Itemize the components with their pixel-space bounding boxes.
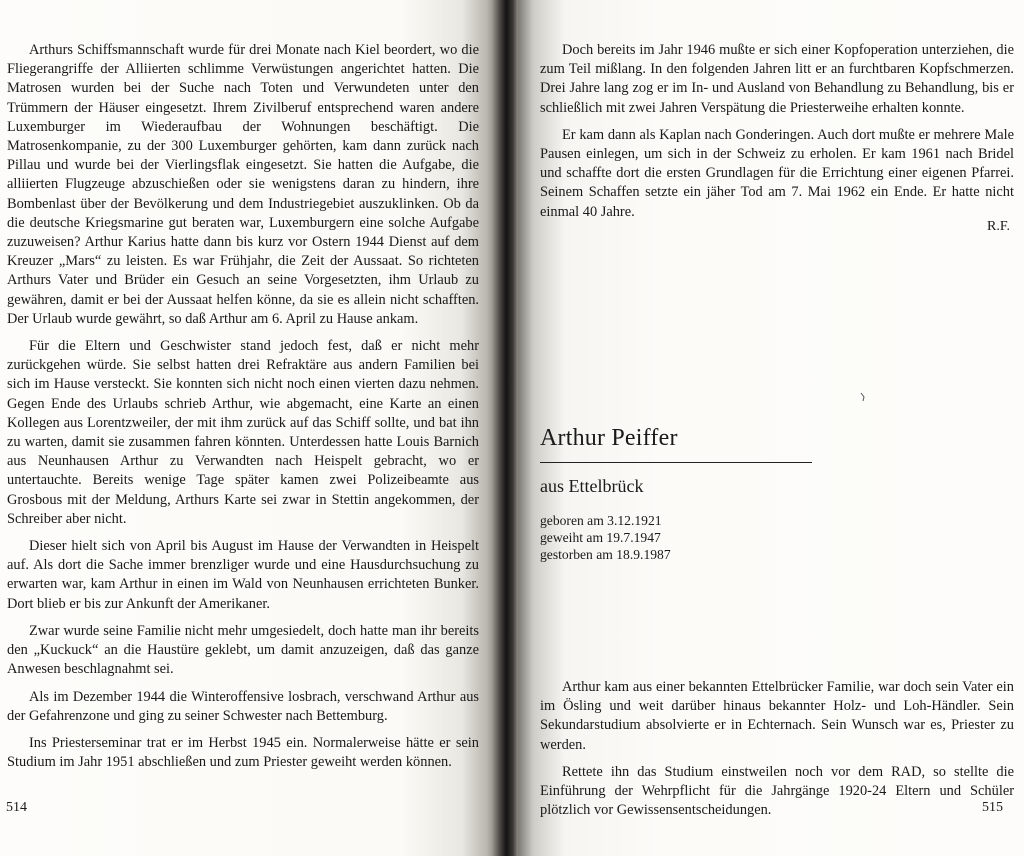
right-page-body-bottom [540, 678, 1014, 828]
paragraph: Zwar wurde seine Familie nicht mehr umgesiedelt, doch hatte man ihr bereits den „Kuckuck“ an die Haustüre geklebt, um damit anzuzeigen, daß das ganze Anwesen beschlagnahmt sei. [7, 622, 479, 678]
book-spine [492, 0, 518, 856]
paragraph: Ins Priesterseminar trat er im Herbst 1945 ein. Normalerweise hätte er sein Studium im Jahr 1951 abschließen und zum Priester geweiht werden können. [7, 734, 479, 771]
date-born: geboren am 3.12.1921 [540, 513, 662, 528]
paragraph: Rettete ihn das Studium einstweilen noch vor dem RAD, so stellte die Einführung der Wehrpflicht für die Jahrgänge 1920-24 Eltern und Schüler plötzlich vor Gewissensentscheidungen. [540, 763, 1014, 819]
chapter-subtitle: aus Ettelbrück [540, 476, 644, 496]
page-number-left: 514 [6, 800, 27, 815]
paragraph: Für die Eltern und Geschwister stand jedoch fest, daß er nicht mehr zurückgehen würde. Sie selbst hatten drei Refraktäre aus andern Familien bei sich im Hause versteckt. Sie konnten sich nicht noch einen vierten dazu nehmen. Gegen Ende des Urlaubs schrieb Arthur, wie abgemacht, eine Karte an einen Kollegen aus Lorentzweiler, der mit ihm zurück auf das Schiff sollte, und bat ihn zu warten, damit sie zusammen fahren könnten. Unterdessen hatte Louis Barnich aus Neunhausen Arthur zu Verwandten nach Heispelt gebracht, wo er untertauchte. Bereits wenige Tage später kamen zwei Polizeibeamte aus Grosbous mit der Meldung, Arthurs Karte sei zwar in Stettin angekommen, der Schreiber aber nicht. [7, 338, 479, 527]
biographical-dates [540, 512, 671, 563]
chapter-title: Arthur Peiffer [540, 425, 678, 451]
paragraph: Arthurs Schiffsmannschaft wurde für drei Monate nach Kiel beordert, wo die Fliegerangriffe der Alliierten schlimme Verwüstungen angerichtet hatten. Die Matrosen wurden bei der Suche nach Toten und Verwundeten unter den Trümmern der Häuser eingesetzt. Ihrem Zivilberuf entsprechend waren andere Luxemburger im Wiederaufbau der Wohnungen beschäftigt. Die Matrosenkompanie, zu der 300 Luxemburger gehörten, kam dann zurück nach Pillau und wurde bei der Vierlingsflak eingesetzt. Sie hatten die Aufgabe, die alliierten Flugzeuge abzuschießen oder sie wenigstens daran zu hindern, ihre Bombenlast über der Bevölkerung und dem Industriegebiet auszuklinken. Ob da die deutsche Kriegsmarine gut beraten war, Luxemburgern eine solche Aufgabe zuzuweisen? Arthur Karius hatte dann bis kurz vor Ostern 1944 Dienst auf dem Kreuzer „Mars“ zu leisten. Es war Frühjahr, die Zeit der Aussaat. So richteten Arthurs Vater und Brüder ein Gesuch an seine Vorgesetzten, ihm Urlaub zu gewähren, damit er bei der Aussaat helfen könne, da sie es allein nicht schafften. Der Urlaub wurde gewährt, so daß Arthur am 6. April zu Hause ankam. [7, 42, 479, 327]
date-ordained: geweiht am 19.7.1947 [540, 530, 661, 545]
date-died: gestorben am 18.9.1987 [540, 547, 671, 562]
title-rule [540, 462, 812, 463]
ink-speck-icon [860, 392, 866, 402]
paragraph: Dieser hielt sich von April bis August im Hause der Verwandten in Heispelt auf. Als dort die Sache immer brenzliger wurde und eine Hausdurchsuchung zu erwarten war, kam Arthur in einen im Wald von Neunhausen errichteten Bunker. Dort blieb er bis zur Ankunft der Amerikaner. [7, 538, 479, 612]
paragraph: Doch bereits im Jahr 1946 mußte er sich einer Kopfoperation unterziehen, die zum Teil mißlang. In den folgenden Jahren litt er an furchtbaren Kopfschmerzen. Drei Jahre lang zog er im In- und Ausland von Behandlung zu Behandlung, bis er schließlich mit zwei Jahren Verspätung die Priesterweihe erhalten konnte. [540, 42, 1014, 116]
page-number-right: 515 [982, 800, 1003, 815]
right-page-body-top [540, 41, 1014, 230]
paragraph: Als im Dezember 1944 die Winteroffensive losbrach, verschwand Arthur aus der Gefahrenzone und ging zu seiner Schwester nach Bettemburg. [7, 688, 479, 724]
paragraph: Er kam dann als Kaplan nach Gonderingen. Auch dort mußte er mehrere Male Pausen einlegen, um sich in der Schweiz zu erholen. Er kam 1961 nach Bridel und schaffte dort die ersten Grundlagen für die Errichtung einer eigenen Pfarrei. Seinem Schaffen setzte ein jäher Tod am 7. Mai 1962 ein Ende. Er hatte nicht einmal 40 Jahre. [540, 126, 1014, 220]
left-page-body [7, 41, 479, 780]
author-signature: R.F. [986, 219, 1010, 234]
paragraph: Arthur kam aus einer bekannten Ettelbrücker Familie, war doch sein Vater ein im Ösling und weit darüber hinaus bekannter Holz- und Loh-Händler. Sein Sekundarstudium absolvierte er in Echternach. Sein Wunsch war es, Priester zu werden. [540, 679, 1014, 753]
